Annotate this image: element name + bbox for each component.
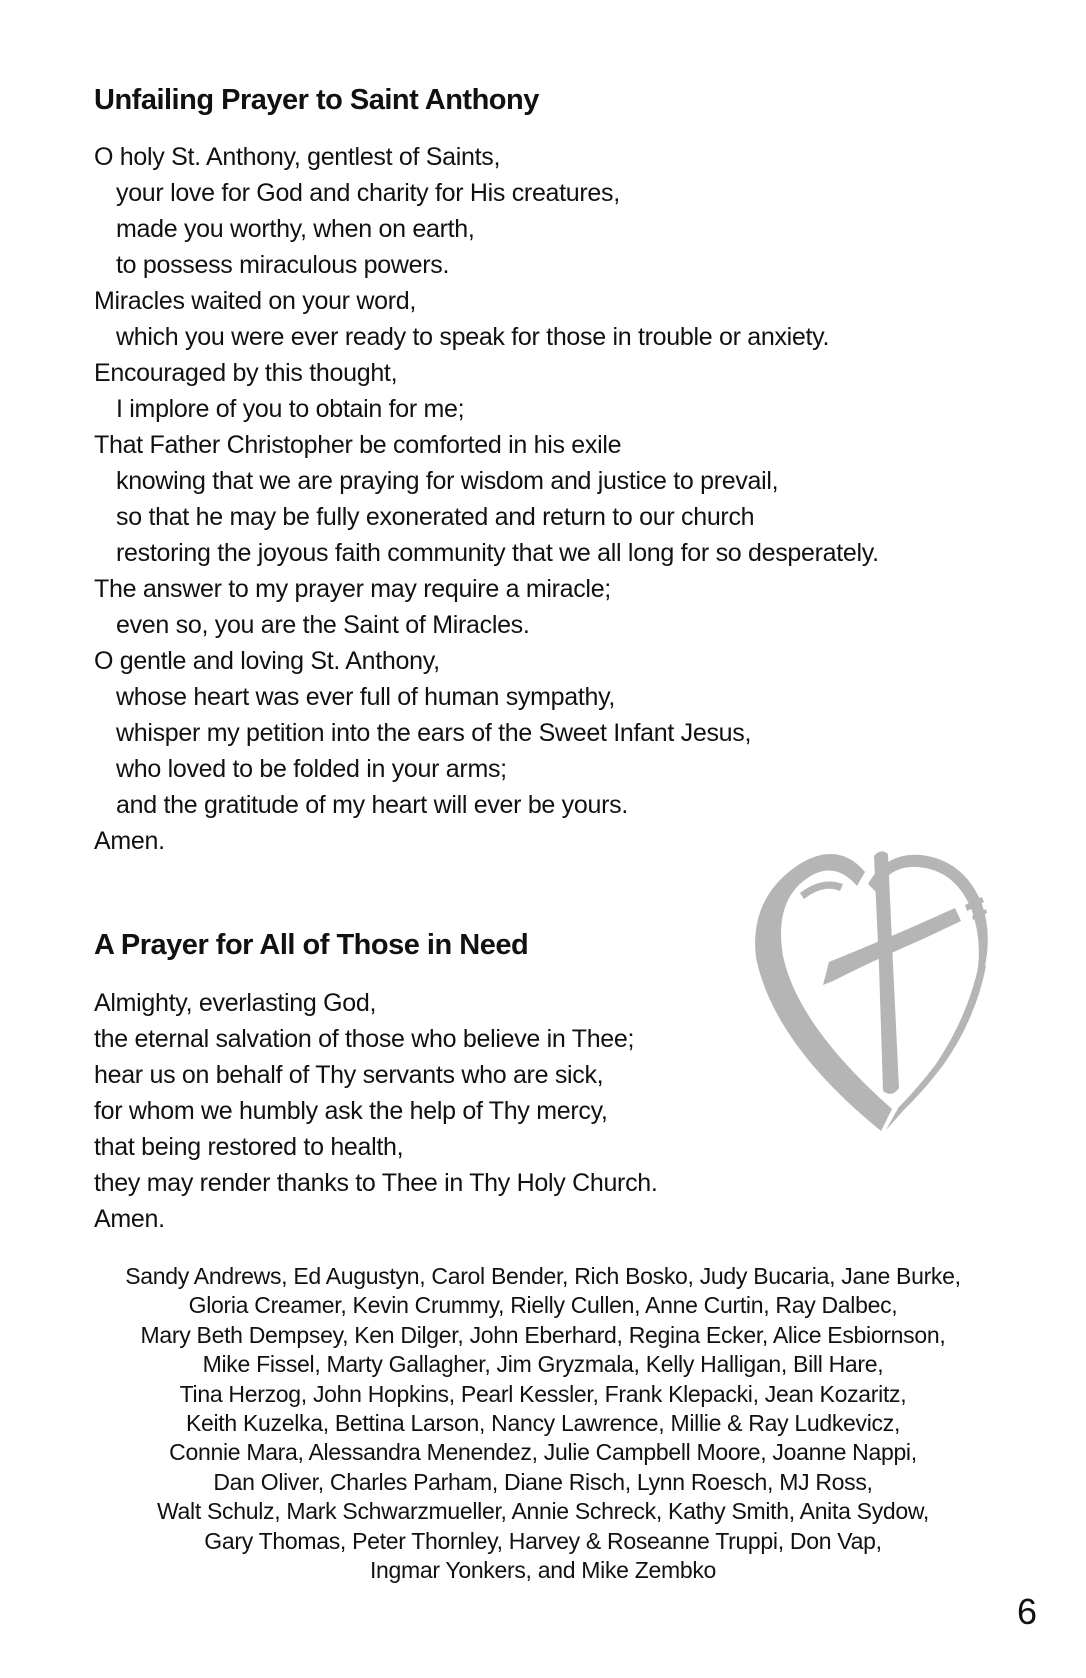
prayer1-line: restoring the joyous faith community that we all long for so desperately.: [116, 539, 879, 567]
prayer1-line: even so, you are the Saint of Miracles.: [116, 611, 530, 639]
names-line: Gary Thomas, Peter Thornley, Harvey & Roseanne Truppi, Don Vap,: [204, 1527, 882, 1554]
heart-cross-watermark-icon: [746, 846, 996, 1146]
prayer2-title: A Prayer for All of Those in Need: [94, 929, 529, 961]
prayer1-line: That Father Christopher be comforted in his exile: [94, 431, 622, 459]
prayer1-line: your love for God and charity for His creatures,: [116, 179, 620, 207]
prayer2-line: Almighty, everlasting God,: [94, 989, 377, 1017]
names-line: Mike Fissel, Marty Gallagher, Jim Gryzmala, Kelly Halligan, Bill Hare,: [202, 1351, 884, 1378]
names-line: Connie Mara, Alessandra Menendez, Julie Campbell Moore, Joanne Nappi,: [169, 1439, 917, 1466]
prayer1-line: who loved to be folded in your arms;: [116, 755, 507, 783]
prayer1-line: Amen.: [94, 827, 165, 855]
prayer1-line: I implore of you to obtain for me;: [116, 395, 465, 423]
prayer2-text: [94, 985, 658, 1237]
prayer1-line: and the gratitude of my heart will ever be yours.: [116, 791, 628, 819]
names-line: Mary Beth Dempsey, Ken Dilger, John Eberhard, Regina Ecker, Alice Esbiornson,: [140, 1321, 946, 1348]
prayer2-line: hear us on behalf of Thy servants who are sick,: [94, 1061, 604, 1089]
names-line: Walt Schulz, Mark Schwarzmueller, Annie Schreck, Kathy Smith, Anita Sydow,: [156, 1498, 930, 1525]
prayer1-line: whose heart was ever full of human sympathy,: [116, 683, 616, 711]
names-line: Keith Kuzelka, Bettina Larson, Nancy Lawrence, Millie & Ray Ludkevicz,: [185, 1410, 901, 1437]
prayer1-line: to possess miraculous powers.: [116, 251, 450, 279]
page-number: 6: [1016, 1591, 1037, 1632]
prayer1-line: Encouraged by this thought,: [94, 359, 398, 387]
prayer1-line: The answer to my prayer may require a miracle;: [94, 575, 611, 603]
prayer1-line: knowing that we are praying for wisdom and justice to prevail,: [116, 467, 779, 495]
prayer-names-list: [0, 1262, 1086, 1585]
prayer1-line: which you were ever ready to speak for those in trouble or anxiety.: [116, 323, 830, 351]
names-line: Dan Oliver, Charles Parham, Diane Risch, Lynn Roesch, MJ Ross,: [213, 1468, 873, 1495]
names-line: Ingmar Yonkers, and Mike Zembko: [369, 1557, 717, 1584]
prayer2-line: for whom we humbly ask the help of Thy mercy,: [94, 1097, 608, 1125]
prayer1-line: so that he may be fully exonerated and return to our church: [116, 503, 755, 531]
names-line: Gloria Creamer, Kevin Crummy, Rielly Cullen, Anne Curtin, Ray Dalbec,: [188, 1292, 898, 1319]
names-line: Tina Herzog, John Hopkins, Pearl Kessler, Frank Klepacki, Jean Kozaritz,: [179, 1380, 907, 1407]
prayer2-line: Amen.: [94, 1205, 165, 1233]
prayer2-line: they may render thanks to Thee in Thy Holy Church.: [94, 1169, 658, 1197]
prayer2-line: that being restored to health,: [94, 1133, 404, 1161]
prayer1-title: Unfailing Prayer to Saint Anthony: [94, 84, 539, 116]
prayer1-line: O holy St. Anthony, gentlest of Saints,: [94, 143, 501, 171]
prayer1-line: O gentle and loving St. Anthony,: [94, 647, 440, 675]
prayer1-line: whisper my petition into the ears of the Sweet Infant Jesus,: [116, 719, 752, 747]
prayer1-text: [94, 139, 879, 859]
prayer1-line: Miracles waited on your word,: [94, 287, 416, 315]
names-line: Sandy Andrews, Ed Augustyn, Carol Bender, Rich Bosko, Judy Bucaria, Jane Burke,: [125, 1263, 961, 1289]
prayer1-line: made you worthy, when on earth,: [116, 215, 475, 243]
prayer2-line: the eternal salvation of those who believe in Thee;: [94, 1025, 635, 1053]
